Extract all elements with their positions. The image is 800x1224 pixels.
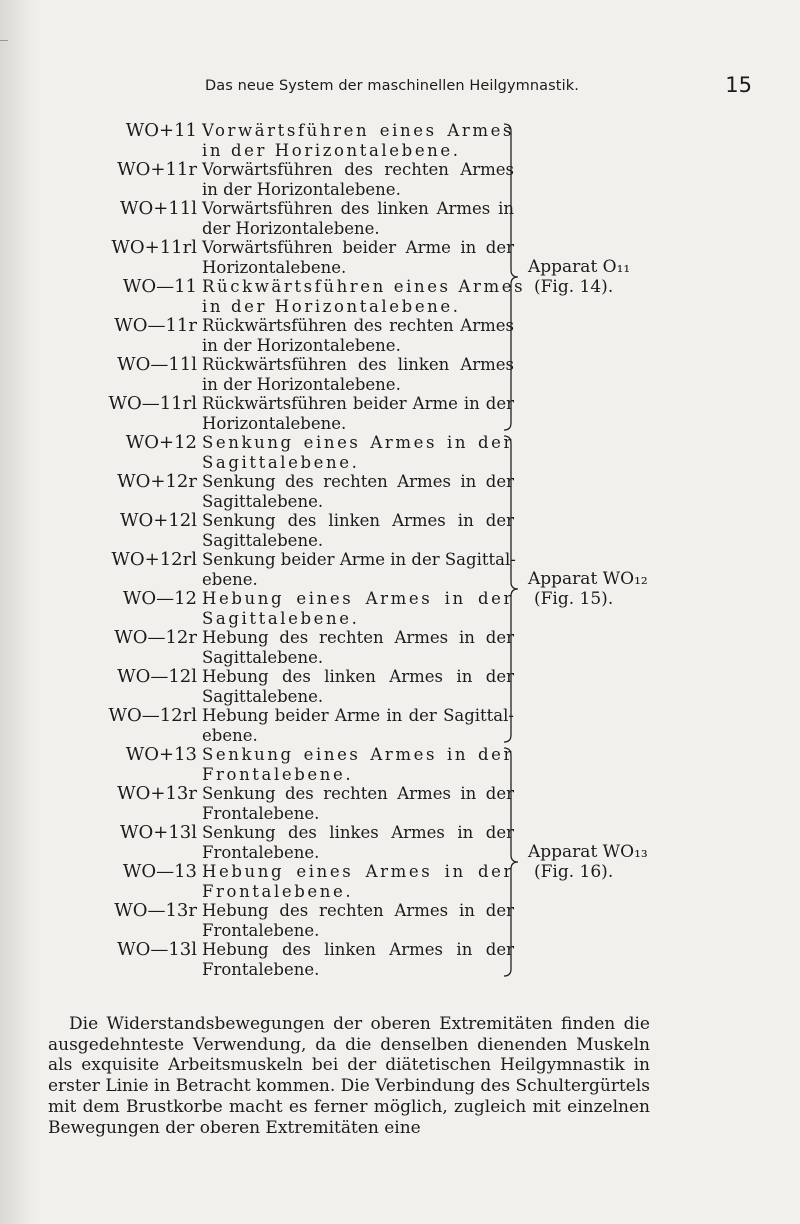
exercise-code: WO+13l (119, 822, 197, 843)
exercise-code: WO+13r (117, 783, 197, 804)
exercise-description (202, 277, 526, 317)
apparatus-name: Apparat WO₁₂ (528, 569, 648, 589)
exercise-code: WO—13r (114, 900, 197, 921)
exercise-entry (0, 706, 520, 746)
exercise-entry (0, 433, 520, 473)
right-brace (502, 747, 522, 977)
apparatus-name: Apparat WO₁₃ (528, 842, 648, 862)
exercise-code: WO+12rl (111, 549, 197, 570)
exercise-code: WO—12l (117, 666, 197, 687)
description-line-2: in der Horizontalebene. (202, 375, 401, 394)
exercise-description (202, 355, 514, 395)
description-line-1: Senkung eines Armes in der (202, 745, 514, 764)
exercise-code: WO—11l (117, 354, 197, 375)
description-line-1: Rückwärtsführen beider Arme in der (202, 394, 514, 413)
exercise-description (202, 316, 514, 356)
description-line-2: in der Horizontalebene. (202, 336, 401, 355)
exercise-description (202, 199, 514, 239)
description-line-2: Horizontalebene. (202, 258, 347, 277)
right-brace (502, 435, 522, 743)
exercise-description (202, 589, 514, 629)
description-line-2: ebene. (202, 726, 258, 745)
description-line-2: Sagittalebene. (202, 609, 360, 628)
gutter-mark (0, 40, 8, 41)
apparatus-label (528, 842, 738, 882)
exercise-entry (0, 862, 520, 902)
exercise-description (202, 940, 514, 980)
exercise-entry (0, 589, 520, 629)
exercise-description (202, 628, 514, 668)
exercise-code: WO—11rl (108, 393, 197, 414)
description-line-2: ebene. (202, 570, 258, 589)
exercise-entry (0, 745, 520, 785)
description-line-2: Sagittalebene. (202, 648, 324, 667)
exercise-entry (0, 823, 520, 863)
exercise-description (202, 901, 514, 941)
description-line-2: Frontalebene. (202, 921, 320, 940)
exercise-entry (0, 472, 520, 512)
running-title: Das neue System der maschinellen Heilgymnastik. (205, 78, 579, 94)
apparatus-name: Apparat O₁₁ (528, 257, 631, 277)
exercise-entry (0, 667, 520, 707)
exercise-entry (0, 784, 520, 824)
exercise-description (202, 745, 514, 785)
exercise-description (202, 784, 514, 824)
description-line-2: Sagittalebene. (202, 492, 324, 511)
description-line-1: Rückwärtsführen des linken Armes (202, 355, 514, 374)
description-line-2: der Horizontalebene. (202, 219, 380, 238)
description-line-2: Sagittalebene. (202, 453, 360, 472)
apparatus-label (528, 257, 738, 297)
exercise-description (202, 433, 514, 473)
exercise-code: WO—11 (122, 276, 197, 297)
exercise-description (202, 121, 514, 161)
figure-reference: (Fig. 15). (534, 589, 614, 609)
exercise-entry (0, 316, 520, 356)
exercise-entry (0, 511, 520, 551)
description-line-1: Hebung eines Armes in der (202, 862, 514, 881)
exercise-description (202, 667, 514, 707)
exercise-description (202, 823, 514, 863)
description-line-1: Senkung des rechten Armes in der (202, 784, 514, 803)
description-line-1: Vorwärtsführen des rechten Armes (202, 160, 514, 179)
exercise-entry (0, 901, 520, 941)
description-line-2: Frontalebene. (202, 804, 320, 823)
description-line-1: Rückwärtsführen eines Armes (202, 277, 526, 296)
exercise-description (202, 550, 514, 590)
description-line-1: Senkung des linken Armes in der (202, 511, 514, 530)
exercise-description (202, 706, 514, 746)
apparatus-group-1 (0, 121, 800, 433)
figure-reference: (Fig. 16). (534, 862, 614, 882)
description-line-2: Horizontalebene. (202, 414, 347, 433)
description-line-1: Senkung eines Armes in der (202, 433, 514, 452)
description-line-1: Hebung beider Arme in der Sagittal- (202, 706, 514, 725)
exercise-entry (0, 121, 520, 161)
exercise-code: WO—11r (114, 315, 197, 336)
exercise-code: WO+11 (125, 120, 197, 141)
exercise-code: WO+11r (117, 159, 197, 180)
description-line-1: Hebung des linken Armes in der (202, 940, 514, 959)
description-line-1: Senkung des rechten Armes in der (202, 472, 514, 491)
paragraph-text: Die Widerstandsbewegungen der oberen Extremitäten finden die ausgedehnteste Verwendung, da die denselben dienenden Muskeln als exquisite Arbeitsmuskeln bei der diätetischen Heilgymnastik in erster Linie in Betracht kommen. Die Verbindung des Schultergürtels mit dem Brustkorbe macht es ferner möglich, zugleich mit einzelnen Bewegungen der oberen Extremitäten eine (48, 1014, 651, 1138)
description-line-2: in der Horizontalebene. (202, 180, 401, 199)
exercise-code: WO+13 (125, 744, 197, 765)
description-line-1: Vorwärtsführen des linken Armes in (202, 199, 514, 218)
page-number: 15 (725, 73, 752, 97)
exercise-description (202, 472, 514, 512)
exercise-code: WO+12r (117, 471, 197, 492)
description-line-1: Rückwärtsführen des rechten Armes (202, 316, 514, 335)
exercise-code: WO+11rl (111, 237, 197, 258)
exercise-description (202, 238, 514, 278)
exercise-entry (0, 940, 520, 980)
description-line-1: Hebung des rechten Armes in der (202, 901, 514, 920)
exercise-entry (0, 160, 520, 200)
description-line-2: Frontalebene. (202, 843, 320, 862)
description-line-1: Hebung des linken Armes in der (202, 667, 514, 686)
description-line-2: Sagittalebene. (202, 687, 324, 706)
exercise-entry (0, 238, 520, 278)
exercise-entry (0, 276, 526, 317)
description-line-1: Hebung des rechten Armes in der (202, 628, 514, 647)
exercise-entry (0, 355, 520, 395)
body-paragraph (48, 1014, 650, 1138)
description-line-2: in der Horizontalebene. (202, 141, 461, 160)
exercise-code: WO+12 (125, 432, 197, 453)
exercise-description (202, 511, 514, 551)
exercise-code: WO—12rl (108, 705, 197, 726)
description-line-1: Hebung eines Armes in der (202, 589, 514, 608)
exercise-description (202, 394, 514, 434)
exercise-description (202, 862, 514, 902)
exercise-entry (0, 394, 520, 434)
figure-reference: (Fig. 14). (534, 277, 614, 297)
exercise-entry (0, 628, 520, 668)
running-header (40, 73, 752, 106)
exercise-code: WO+12l (119, 510, 197, 531)
apparatus-group-2 (0, 433, 800, 745)
exercise-description (202, 160, 514, 200)
description-line-1: Vorwärtsführen eines Armes (202, 121, 514, 140)
description-line-2: Frontalebene. (202, 960, 320, 979)
exercise-code: WO—13 (122, 861, 197, 882)
description-line-1: Senkung des linkes Armes in der (202, 823, 514, 842)
description-line-2: Frontalebene. (202, 882, 354, 901)
exercise-code: WO—12r (114, 627, 197, 648)
description-line-2: in der Horizontalebene. (202, 297, 461, 316)
exercise-entry (0, 199, 520, 239)
exercise-code: WO—13l (117, 939, 197, 960)
right-brace (502, 123, 522, 431)
apparatus-group-3 (0, 745, 800, 979)
description-line-2: Sagittalebene. (202, 531, 324, 550)
exercise-code: WO—12 (122, 588, 197, 609)
description-line-1: Vorwärtsführen beider Arme in der (202, 238, 514, 257)
description-line-1: Senkung beider Arme in der Sagittal- (202, 550, 516, 569)
exercise-entry (0, 550, 520, 590)
exercise-code: WO+11l (119, 198, 197, 219)
apparatus-label (528, 569, 738, 609)
description-line-2: Frontalebene. (202, 765, 354, 784)
